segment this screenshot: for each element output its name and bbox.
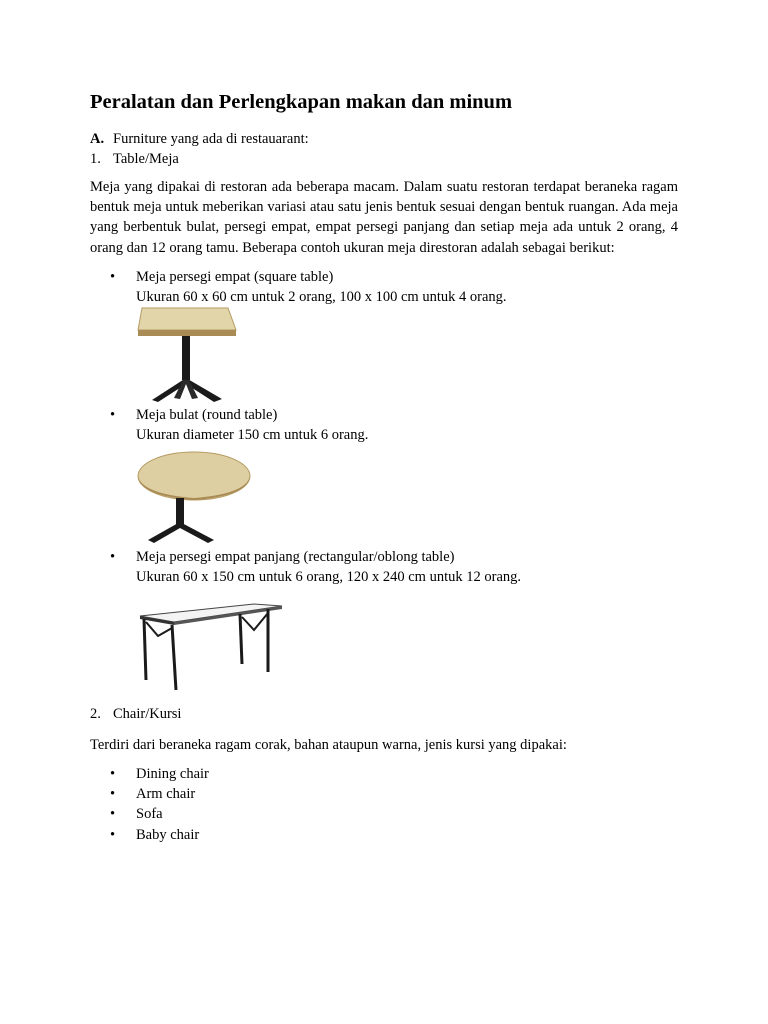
table-size-square: Ukuran 60 x 60 cm untuk 2 orang, 100 x 100 cm untuk 4 orang. [136, 289, 507, 305]
table-name-square: Meja persegi empat (square table) [136, 269, 334, 285]
item-1-heading: Table/Meja [113, 151, 179, 167]
table-size-rectangular: Ukuran 60 x 150 cm untuk 6 orang, 120 x 240 cm untuk 12 orang. [136, 569, 522, 585]
item-2-heading: Chair/Kursi [113, 706, 182, 722]
list-item: Arm chair [136, 786, 196, 802]
item-1-number: 1. [90, 151, 101, 167]
paragraph-tables: Meja yang dipakai di restoran ada beberapa macam. Dalam suatu restoran terdapat beraneka ragam bentuk meja untuk meberikan variasi atau satu jenis bentuk sesuai dengan bentuk ruangan. Ada meja yang berbentuk bulat, persegi empat, empat persegi panjang dan setiap meja ada untuk 2 orang, 4 orang dan 12 orang tamu. Beberapa contoh ukuran meja direstoran adalah sebagai berikut: [90, 179, 678, 256]
rectangular-table-icon [136, 598, 286, 694]
bullet: • [110, 766, 116, 782]
page-title: Peralatan dan Perlengkapan makan dan minum [90, 91, 513, 113]
bullet: • [110, 269, 116, 285]
square-table-icon [136, 306, 240, 404]
list-item: Sofa [136, 806, 163, 822]
table-name-round: Meja bulat (round table) [136, 407, 278, 423]
item-2-number: 2. [90, 706, 101, 722]
bullet: • [110, 827, 116, 843]
table-size-round: Ukuran diameter 150 cm untuk 6 orang. [136, 427, 369, 443]
bullet: • [110, 786, 116, 802]
bullet: • [110, 806, 116, 822]
paragraph-chairs: Terdiri dari beraneka ragam corak, bahan ataupun warna, jenis kursi yang dipakai: [90, 737, 567, 753]
section-a-heading: Furniture yang ada di restauarant: [113, 131, 309, 147]
bullet: • [110, 407, 116, 423]
section-a-marker: A. [90, 131, 105, 147]
table-name-rectangular: Meja persegi empat panjang (rectangular/oblong table) [136, 549, 455, 565]
list-item: Baby chair [136, 827, 200, 843]
bullet: • [110, 549, 116, 565]
list-item: Dining chair [136, 766, 209, 782]
round-table-icon [136, 448, 254, 546]
